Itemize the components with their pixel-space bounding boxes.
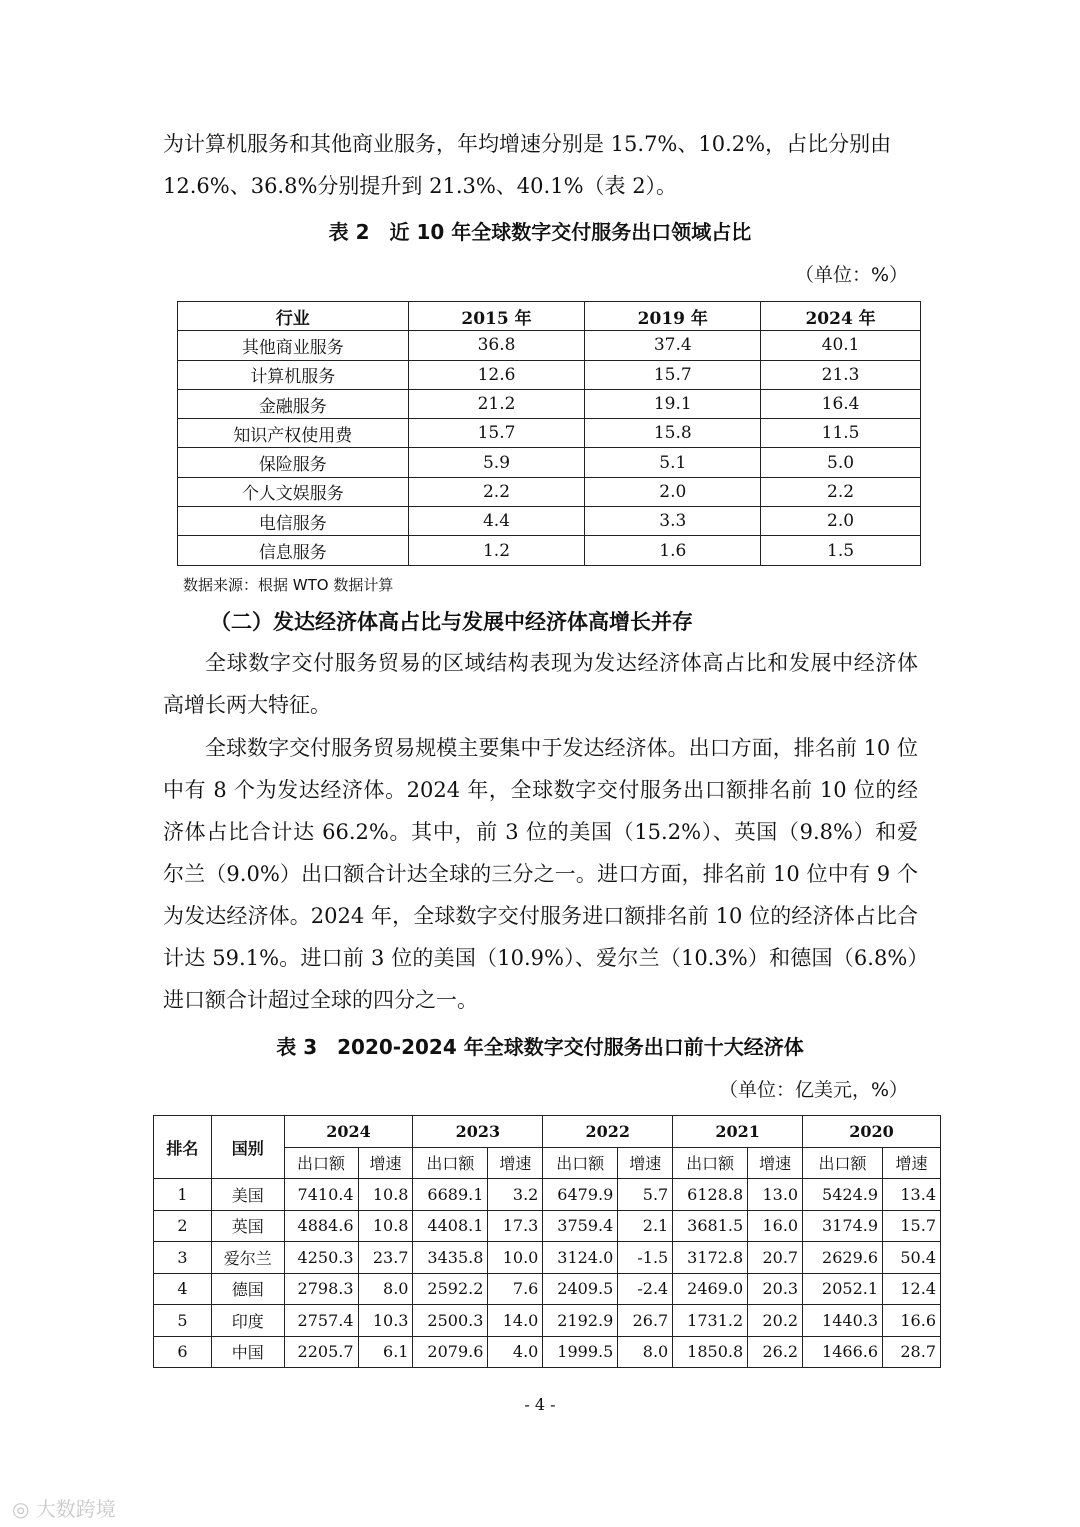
- export-value-cell: 6689.1: [413, 1179, 488, 1211]
- growth-value-cell: 26.2: [748, 1336, 803, 1368]
- export-value-cell: 2798.3: [284, 1273, 358, 1305]
- country-cell: 美国: [211, 1179, 284, 1211]
- export-value-cell: 3681.5: [673, 1210, 748, 1242]
- export-value-cell: 6479.9: [543, 1179, 618, 1211]
- table-row: [178, 507, 921, 536]
- value-cell: 5.1: [585, 448, 761, 477]
- value-cell: 11.5: [761, 419, 921, 448]
- industry-cell: 计算机服务: [178, 360, 409, 389]
- industry-cell: 金融服务: [178, 389, 409, 418]
- growth-value-cell: 10.8: [358, 1179, 413, 1211]
- growth-value-cell: 2.1: [618, 1210, 673, 1242]
- growth-value-cell: 26.7: [618, 1305, 673, 1337]
- table3-header-year: 2020: [803, 1116, 941, 1148]
- subheader-export: 出口额: [673, 1147, 748, 1179]
- table-row: [154, 1242, 941, 1274]
- industry-cell: 其他商业服务: [178, 331, 409, 360]
- value-cell: 1.5: [761, 536, 921, 565]
- table3-header-year: 2022: [543, 1116, 673, 1148]
- export-value-cell: 4408.1: [413, 1210, 488, 1242]
- value-cell: 21.2: [408, 389, 585, 418]
- table-row: [178, 331, 921, 360]
- table3-unit: （单位：亿美元，%）: [718, 1079, 908, 1101]
- export-value-cell: 1466.6: [803, 1336, 883, 1368]
- value-cell: 12.6: [408, 360, 585, 389]
- subheader-export: 出口额: [803, 1147, 883, 1179]
- export-value-cell: 3174.9: [803, 1210, 883, 1242]
- growth-value-cell: 20.3: [748, 1273, 803, 1305]
- table2-header-industry: 行业: [178, 302, 409, 331]
- value-cell: 2.0: [585, 477, 761, 506]
- table2-header-2015: 2015 年: [408, 302, 585, 331]
- rank-cell: 6: [154, 1336, 212, 1368]
- export-value-cell: 3172.8: [673, 1242, 748, 1274]
- subheader-growth: 增速: [488, 1147, 543, 1179]
- table3-header-year: 2021: [673, 1116, 803, 1148]
- table3-caption: 表 3 2020-2024 年全球数字交付服务出口前十大经济体: [276, 1035, 804, 1059]
- export-value-cell: 2757.4: [284, 1305, 358, 1337]
- table-row: [178, 360, 921, 389]
- value-cell: 3.3: [585, 507, 761, 536]
- value-cell: 16.4: [761, 389, 921, 418]
- value-cell: 19.1: [585, 389, 761, 418]
- table-row: [178, 419, 921, 448]
- value-cell: 1.6: [585, 536, 761, 565]
- value-cell: 15.7: [585, 360, 761, 389]
- value-cell: 21.3: [761, 360, 921, 389]
- export-value-cell: 7410.4: [284, 1179, 358, 1211]
- table-row: [154, 1273, 941, 1305]
- subheader-growth: 增速: [883, 1147, 941, 1179]
- table2-caption: 表 2 近 10 年全球数字交付服务出口领域占比: [328, 220, 752, 244]
- growth-value-cell: 13.0: [748, 1179, 803, 1211]
- subheader-export: 出口额: [413, 1147, 488, 1179]
- country-cell: 印度: [211, 1305, 284, 1337]
- intro-line-2: 12.6%、36.8%分别提升到 21.3%、40.1%（表 2）。: [163, 174, 678, 198]
- watermark-text: 大数跨境: [35, 1497, 116, 1521]
- table3-header-year: 2023: [413, 1116, 543, 1148]
- weibo-icon: ◎: [12, 1497, 30, 1521]
- growth-value-cell: 28.7: [883, 1336, 941, 1368]
- export-value-cell: 4250.3: [284, 1242, 358, 1274]
- growth-value-cell: 16.6: [883, 1305, 941, 1337]
- export-value-cell: 4884.6: [284, 1210, 358, 1242]
- growth-value-cell: 10.8: [358, 1210, 413, 1242]
- rank-cell: 2: [154, 1210, 212, 1242]
- table2-unit: （单位：%）: [794, 264, 908, 286]
- export-value-cell: 2409.5: [543, 1273, 618, 1305]
- industry-cell: 知识产权使用费: [178, 419, 409, 448]
- intro-line-1: 为计算机服务和其他商业服务，年均增速分别是 15.7%、10.2%，占比分别由: [163, 132, 892, 156]
- table-row: [154, 1210, 941, 1242]
- value-cell: 15.8: [585, 419, 761, 448]
- subheader-export: 出口额: [284, 1147, 358, 1179]
- table-row: [178, 536, 921, 565]
- table-row: [154, 1336, 941, 1368]
- value-cell: 36.8: [408, 331, 585, 360]
- page-number: - 4 -: [524, 1395, 556, 1414]
- table3-header-year: 2024: [284, 1116, 413, 1148]
- table-row: [154, 1179, 941, 1211]
- section-heading: （二）发达经济体高占比与发展中经济体高增长并存: [210, 610, 693, 634]
- export-value-cell: 1731.2: [673, 1305, 748, 1337]
- growth-value-cell: 5.7: [618, 1179, 673, 1211]
- growth-value-cell: 14.0: [488, 1305, 543, 1337]
- export-value-cell: 2205.7: [284, 1336, 358, 1368]
- country-cell: 英国: [211, 1210, 284, 1242]
- export-value-cell: 2629.6: [803, 1242, 883, 1274]
- country-cell: 爱尔兰: [211, 1242, 284, 1274]
- growth-value-cell: 7.6: [488, 1273, 543, 1305]
- table3-header-rank: 排名: [154, 1116, 212, 1179]
- growth-value-cell: 4.0: [488, 1336, 543, 1368]
- table2-header-row: [178, 302, 921, 331]
- table-row: [178, 477, 921, 506]
- export-value-cell: 2592.2: [413, 1273, 488, 1305]
- country-cell: 德国: [211, 1273, 284, 1305]
- growth-value-cell: 20.7: [748, 1242, 803, 1274]
- table2: [177, 301, 921, 566]
- export-value-cell: 2192.9: [543, 1305, 618, 1337]
- table-row: [178, 448, 921, 477]
- growth-value-cell: 8.0: [618, 1336, 673, 1368]
- subheader-growth: 增速: [358, 1147, 413, 1179]
- growth-value-cell: 10.3: [358, 1305, 413, 1337]
- value-cell: 2.2: [761, 477, 921, 506]
- export-value-cell: 1999.5: [543, 1336, 618, 1368]
- country-cell: 中国: [211, 1336, 284, 1368]
- growth-value-cell: 23.7: [358, 1242, 413, 1274]
- growth-value-cell: -1.5: [618, 1242, 673, 1274]
- growth-value-cell: 8.0: [358, 1273, 413, 1305]
- export-value-cell: 2079.6: [413, 1336, 488, 1368]
- growth-value-cell: 15.7: [883, 1210, 941, 1242]
- value-cell: 2.0: [761, 507, 921, 536]
- industry-cell: 保险服务: [178, 448, 409, 477]
- watermark-logo: [12, 1493, 116, 1522]
- subheader-growth: 增速: [748, 1147, 803, 1179]
- rank-cell: 4: [154, 1273, 212, 1305]
- rank-cell: 1: [154, 1179, 212, 1211]
- table3: [153, 1115, 941, 1368]
- value-cell: 5.0: [761, 448, 921, 477]
- industry-cell: 信息服务: [178, 536, 409, 565]
- table-row: [154, 1305, 941, 1337]
- value-cell: 5.9: [408, 448, 585, 477]
- export-value-cell: 3759.4: [543, 1210, 618, 1242]
- growth-value-cell: 13.4: [883, 1179, 941, 1211]
- export-value-cell: 3124.0: [543, 1242, 618, 1274]
- table2-header-2024: 2024 年: [761, 302, 921, 331]
- industry-cell: 电信服务: [178, 507, 409, 536]
- table2-source-note: 数据来源：根据 WTO 数据计算: [183, 576, 394, 594]
- section-paragraph-1: 全球数字交付服务贸易的区域结构表现为发达经济体高占比和发展中经济体高增长两大特征。: [163, 651, 918, 717]
- table2-header-2019: 2019 年: [585, 302, 761, 331]
- value-cell: 2.2: [408, 477, 585, 506]
- export-value-cell: 1440.3: [803, 1305, 883, 1337]
- growth-value-cell: 20.2: [748, 1305, 803, 1337]
- table3-header-row-years: [154, 1116, 941, 1148]
- value-cell: 37.4: [585, 331, 761, 360]
- value-cell: 15.7: [408, 419, 585, 448]
- table-row: [178, 389, 921, 418]
- growth-value-cell: 50.4: [883, 1242, 941, 1274]
- subheader-growth: 增速: [618, 1147, 673, 1179]
- subheader-export: 出口额: [543, 1147, 618, 1179]
- export-value-cell: 1850.8: [673, 1336, 748, 1368]
- export-value-cell: 5424.9: [803, 1179, 883, 1211]
- growth-value-cell: 3.2: [488, 1179, 543, 1211]
- growth-value-cell: 17.3: [488, 1210, 543, 1242]
- growth-value-cell: 6.1: [358, 1336, 413, 1368]
- export-value-cell: 6128.8: [673, 1179, 748, 1211]
- rank-cell: 3: [154, 1242, 212, 1274]
- export-value-cell: 2052.1: [803, 1273, 883, 1305]
- growth-value-cell: 10.0: [488, 1242, 543, 1274]
- export-value-cell: 3435.8: [413, 1242, 488, 1274]
- table3-header-country: 国别: [211, 1116, 284, 1179]
- value-cell: 1.2: [408, 536, 585, 565]
- export-value-cell: 2500.3: [413, 1305, 488, 1337]
- rank-cell: 5: [154, 1305, 212, 1337]
- growth-value-cell: 12.4: [883, 1273, 941, 1305]
- section-paragraph-2: 全球数字交付服务贸易规模主要集中于发达经济体。出口方面，排名前 10 位中有 8 个为发达经济体。2024 年，全球数字交付服务出口额排名前 10 位的经济体占比合计达 66.2%。其中，前 3 位的美国（15.2%）、英国（9.8%）和爱尔兰（9.0%）出口额合计达全球的三分之一。进口方面，排名前 10 位中有 9 个为发达经济体。2024 年，全球数字交付服务进口额排名前 10 位的经济体占比合计达 59.1%。进口前 3 位的美国（10.9%）、爱尔兰（10.3%）和德国（6.8%）进口额合计超过全球的四分之一。: [163, 736, 918, 1012]
- value-cell: 4.4: [408, 507, 585, 536]
- value-cell: 40.1: [761, 331, 921, 360]
- export-value-cell: 2469.0: [673, 1273, 748, 1305]
- growth-value-cell: -2.4: [618, 1273, 673, 1305]
- industry-cell: 个人文娱服务: [178, 477, 409, 506]
- growth-value-cell: 16.0: [748, 1210, 803, 1242]
